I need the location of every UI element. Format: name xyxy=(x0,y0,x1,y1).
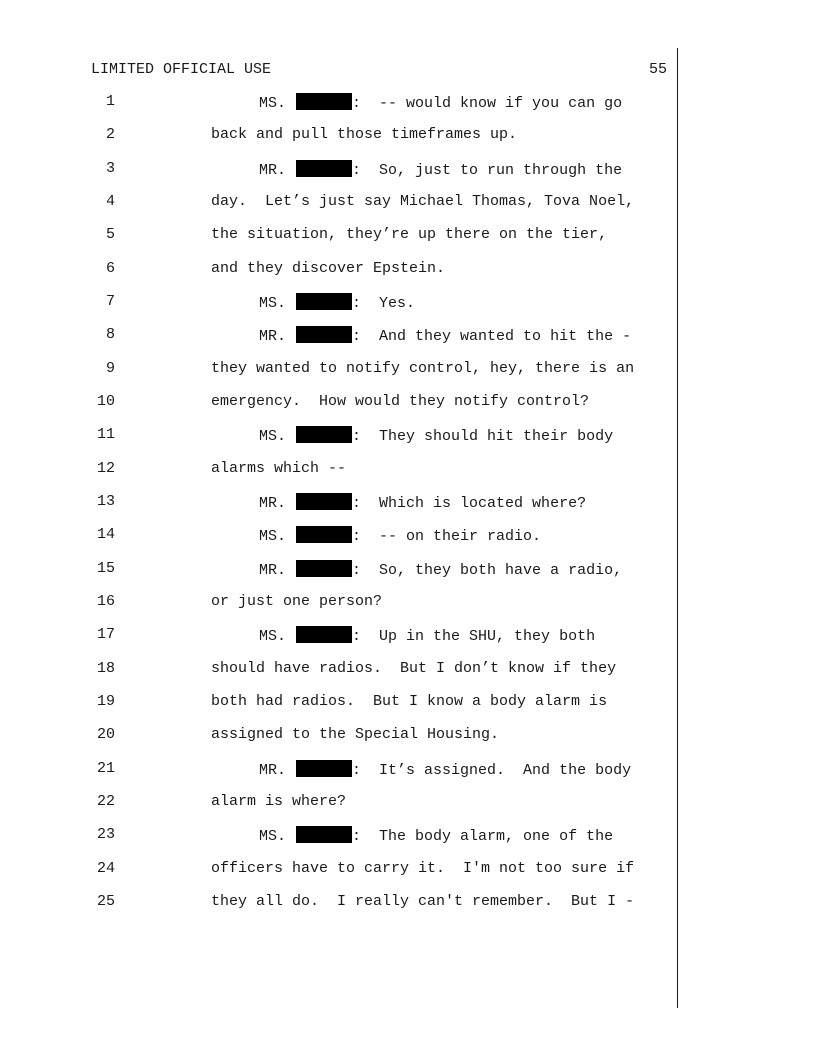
speaker-title: MS. xyxy=(259,428,287,446)
speaker-line-text xyxy=(259,160,622,179)
line-text: alarms which -- xyxy=(211,459,347,477)
line-text: officers have to carry it. I'm not too sure if xyxy=(211,859,635,877)
speech-text: : Which is located where? xyxy=(352,494,587,512)
redaction-box xyxy=(296,526,352,543)
page-number: 55 xyxy=(649,61,668,78)
transcript-line xyxy=(0,626,816,659)
transcript-line xyxy=(0,93,816,126)
line-text: and they discover Epstein. xyxy=(211,259,446,277)
line-number: 2 xyxy=(105,126,115,144)
speaker-line-text xyxy=(259,560,622,579)
transcript-line xyxy=(0,126,816,159)
speech-text: : They should hit their body xyxy=(352,428,614,446)
line-number: 23 xyxy=(96,826,115,844)
line-number: 13 xyxy=(96,492,115,510)
line-number: 17 xyxy=(96,626,115,644)
transcript-line xyxy=(0,360,816,393)
line-number: 24 xyxy=(96,859,115,877)
transcript-line xyxy=(0,260,816,293)
transcript-body xyxy=(0,93,816,926)
transcript-line xyxy=(0,326,816,359)
transcript-line xyxy=(0,826,816,859)
speaker-title: MR. xyxy=(259,494,287,512)
transcript-line xyxy=(0,193,816,226)
speech-text: : -- on their radio. xyxy=(352,528,542,546)
speaker-title: MR. xyxy=(259,561,287,579)
transcript-line xyxy=(0,660,816,693)
line-number: 9 xyxy=(105,359,115,377)
speaker-line-text xyxy=(259,526,541,545)
line-text: day. Let’s just say Michael Thomas, Tova Noel, xyxy=(211,192,635,210)
transcript-line xyxy=(0,693,816,726)
line-number: 21 xyxy=(96,759,115,777)
speaker-title: MR. xyxy=(259,761,287,779)
classification-header: LIMITED OFFICIAL USE xyxy=(91,61,272,78)
line-number: 25 xyxy=(96,892,115,910)
line-text: back and pull those timeframes up. xyxy=(211,126,518,144)
transcript-line xyxy=(0,560,816,593)
line-text: assigned to the Special Housing. xyxy=(211,726,500,744)
line-number: 10 xyxy=(96,392,115,410)
transcript-line xyxy=(0,860,816,893)
redaction-box xyxy=(296,426,352,443)
line-number: 18 xyxy=(96,659,115,677)
line-number: 14 xyxy=(96,526,115,544)
redaction-box xyxy=(296,826,352,843)
line-number: 11 xyxy=(96,426,115,444)
speaker-line-text xyxy=(259,93,622,112)
line-text: they all do. I really can't remember. But I - xyxy=(211,892,635,910)
transcript-line xyxy=(0,893,816,926)
transcript-line xyxy=(0,293,816,326)
speech-text: : So, they both have a radio, xyxy=(352,561,623,579)
line-number: 6 xyxy=(105,259,115,277)
transcript-line xyxy=(0,593,816,626)
transcript-line xyxy=(0,793,816,826)
line-number: 1 xyxy=(105,93,115,110)
speaker-title: MS. xyxy=(259,628,287,646)
line-text: the situation, they’re up there on the tier, xyxy=(211,226,608,244)
speech-text: : -- would know if you can go xyxy=(352,95,623,112)
line-text: emergency. How would they notify control? xyxy=(211,392,590,410)
speech-text: : The body alarm, one of the xyxy=(352,828,614,846)
line-number: 22 xyxy=(96,792,115,810)
redaction-box xyxy=(296,326,352,343)
speech-text: : Up in the SHU, they both xyxy=(352,628,596,646)
transcript-line xyxy=(0,760,816,793)
speaker-line-text xyxy=(259,293,415,312)
line-text: alarm is where? xyxy=(211,792,347,810)
redaction-box xyxy=(296,493,352,510)
transcript-line xyxy=(0,726,816,759)
transcript-line xyxy=(0,526,816,559)
line-text: or just one person? xyxy=(211,592,383,610)
redaction-box xyxy=(296,160,352,177)
transcript-line xyxy=(0,393,816,426)
speaker-title: MS. xyxy=(259,828,287,846)
line-text: should have radios. But I don’t know if they xyxy=(211,659,617,677)
line-number: 12 xyxy=(96,459,115,477)
redaction-box xyxy=(296,293,352,310)
transcript-line xyxy=(0,493,816,526)
line-text: they wanted to notify control, hey, there is an xyxy=(211,359,635,377)
line-number: 3 xyxy=(105,159,115,177)
line-number: 20 xyxy=(96,726,115,744)
speech-text: : And they wanted to hit the - xyxy=(352,328,632,346)
speaker-line-text xyxy=(259,760,631,779)
transcript-line xyxy=(0,460,816,493)
transcript-line xyxy=(0,426,816,459)
speech-text: : Yes. xyxy=(352,294,416,312)
line-number: 16 xyxy=(96,592,115,610)
speech-text: : It’s assigned. And the body xyxy=(352,761,632,779)
line-number: 4 xyxy=(105,192,115,210)
transcript-line xyxy=(0,226,816,259)
transcript-line xyxy=(0,160,816,193)
redaction-box xyxy=(296,560,352,577)
speaker-title: MR. xyxy=(259,328,287,346)
speaker-title: MR. xyxy=(259,161,287,179)
speaker-title: MS. xyxy=(259,528,287,546)
speaker-line-text xyxy=(259,826,613,845)
line-number: 8 xyxy=(105,326,115,344)
redaction-box xyxy=(296,626,352,643)
speaker-line-text xyxy=(259,493,586,512)
redaction-box xyxy=(296,93,352,110)
speaker-title: MS. xyxy=(259,294,287,312)
line-number: 15 xyxy=(96,559,115,577)
line-number: 7 xyxy=(105,292,115,310)
speaker-line-text xyxy=(259,426,613,445)
speaker-line-text xyxy=(259,626,595,645)
line-number: 19 xyxy=(96,692,115,710)
line-text: both had radios. But I know a body alarm is xyxy=(211,692,608,710)
speaker-line-text xyxy=(259,326,631,345)
speech-text: : So, just to run through the xyxy=(352,161,623,179)
redaction-box xyxy=(296,760,352,777)
line-number: 5 xyxy=(105,226,115,244)
speaker-title: MS. xyxy=(259,95,287,112)
